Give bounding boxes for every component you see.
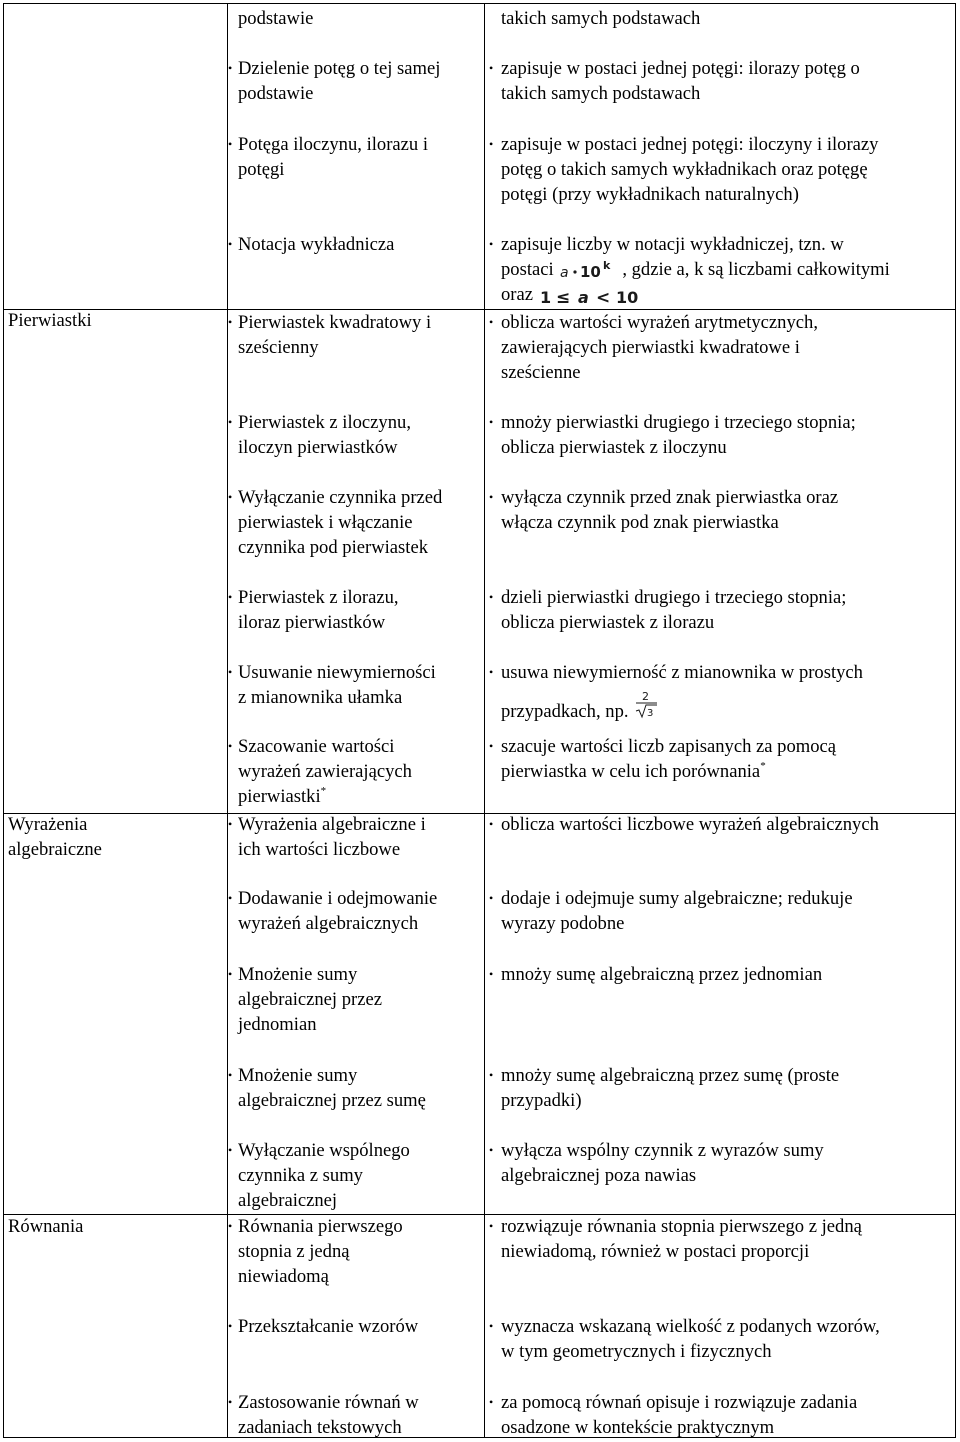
requirement-text: dzieli pierwiastki drugiego i trzeciego stopnia; bbox=[501, 587, 847, 608]
bullet-icon: • bbox=[228, 415, 233, 429]
bullet-icon: • bbox=[228, 739, 233, 753]
topic-text: jednomian bbox=[238, 1014, 317, 1035]
requirement-text: mnoży pierwiastki drugiego i trzeciego stopnia; bbox=[501, 412, 856, 433]
topic-text: ich wartości liczbowe bbox=[238, 839, 401, 860]
bullet-icon: • bbox=[489, 739, 494, 753]
bullet-icon: • bbox=[489, 61, 494, 75]
bullet-icon: • bbox=[228, 1395, 233, 1409]
topic-text: Notacja wykładnicza bbox=[238, 234, 395, 255]
bullet-icon: • bbox=[228, 817, 233, 831]
requirement-line bbox=[501, 282, 650, 307]
bullet-icon: • bbox=[489, 1219, 494, 1233]
topic-text: Pierwiastek z iloczynu, bbox=[238, 412, 411, 433]
topic-text: iloraz pierwiastków bbox=[238, 612, 386, 633]
topic-text: Potęga iloczynu, ilorazu i bbox=[238, 134, 429, 155]
requirement-text: zapisuje w postaci jednej potęgi: ilorazy potęg o bbox=[501, 58, 860, 79]
requirement-text: potęgi (przy wykładnikach naturalnych) bbox=[501, 184, 799, 205]
requirement-text: oblicza wartości wyrażeń arytmetycznych, bbox=[501, 312, 818, 333]
topic-text: Usuwanie niewymierności bbox=[238, 662, 436, 683]
requirement-text: , gdzie a, k są liczbami całkowitymi bbox=[622, 259, 890, 280]
bullet-icon: • bbox=[489, 590, 494, 604]
requirement-text: zapisuje liczby w notacji wykładniczej, tzn. w bbox=[501, 234, 844, 255]
topic-text: czynnika z sumy bbox=[238, 1165, 363, 1186]
range-formula bbox=[538, 285, 650, 307]
topic-text: sześcienny bbox=[238, 337, 319, 358]
bullet-icon: • bbox=[228, 490, 233, 504]
requirement-text: takich samych podstawach bbox=[501, 83, 701, 104]
requirement-text: za pomocą równań opisuje i rozwiązuje zadania bbox=[501, 1392, 858, 1413]
svg-text:2: 2 bbox=[642, 690, 650, 703]
svg-text:10: 10 bbox=[580, 262, 602, 281]
requirement-text: rozwiązuje równania stopnia pierwszego z jedną bbox=[501, 1216, 862, 1237]
svg-text:a: a bbox=[560, 264, 569, 281]
requirement-text: przypadki) bbox=[501, 1090, 582, 1111]
topic-text: wyrażeń zawierających bbox=[238, 761, 412, 782]
requirement-text: usuwa niewymierność z mianownika w prostych bbox=[501, 662, 863, 683]
requirement-text: mnoży sumę algebraiczną przez jednomian bbox=[501, 964, 823, 985]
requirement-text: potęg o takich samych wykładnikach oraz potęgę bbox=[501, 159, 868, 180]
requirement-text: oblicza wartości liczbowe wyrażeń algebraicznych bbox=[501, 814, 879, 835]
column-divider-2 bbox=[484, 4, 485, 1437]
topic-text: Zastosowanie równań w bbox=[238, 1392, 419, 1413]
requirement-text: sześcienne bbox=[501, 362, 581, 383]
requirement-text: oraz bbox=[501, 284, 533, 305]
bullet-icon: • bbox=[489, 891, 494, 905]
bullet-icon: • bbox=[228, 891, 233, 905]
topic-text: algebraicznej przez sumę bbox=[238, 1090, 426, 1111]
bullet-icon: • bbox=[228, 1319, 233, 1333]
requirement-text: wyłącza wspólny czynnik z wyrazów sumy bbox=[501, 1140, 824, 1161]
svg-text:3: 3 bbox=[647, 708, 654, 719]
topic-text: zadaniach tekstowych bbox=[238, 1417, 402, 1438]
section-label: Równania bbox=[8, 1216, 84, 1237]
requirement-line bbox=[501, 689, 661, 724]
bullet-icon: • bbox=[228, 1219, 233, 1233]
topic-text: Wyłączanie czynnika przed bbox=[238, 487, 443, 508]
topic-text: pierwiastek i włączanie bbox=[238, 512, 413, 533]
bullet-icon: • bbox=[228, 1068, 233, 1082]
topic-text: Pierwiastek z ilorazu, bbox=[238, 587, 399, 608]
requirement-text: zawierających pierwiastki kwadratowe i bbox=[501, 337, 800, 358]
requirement-text: oblicza pierwiastek z iloczynu bbox=[501, 437, 727, 458]
topic-text: Szacowanie wartości bbox=[238, 736, 395, 757]
bullet-icon: • bbox=[489, 315, 494, 329]
bullet-icon: • bbox=[228, 61, 233, 75]
bullet-icon: • bbox=[228, 1143, 233, 1157]
topic-text: Wyrażenia algebraiczne i bbox=[238, 814, 426, 835]
bullet-icon: • bbox=[489, 137, 494, 151]
requirement-text: szacuje wartości liczb zapisanych za pomocą bbox=[501, 736, 837, 757]
requirement-text: pierwiastka w celu ich porównania* bbox=[501, 760, 766, 782]
footnote-mark: * bbox=[760, 760, 766, 772]
requirement-text: takich samych podstawach bbox=[501, 8, 701, 29]
requirement-text: wyłącza czynnik przed znak pierwiastka oraz bbox=[501, 487, 839, 508]
requirement-text: algebraicznej poza nawias bbox=[501, 1165, 697, 1186]
bullet-icon: • bbox=[489, 1068, 494, 1082]
topic-text: wyrażeń algebraicznych bbox=[238, 913, 419, 934]
bullet-icon: • bbox=[489, 1143, 494, 1157]
topic-text: Mnożenie sumy bbox=[238, 1065, 358, 1086]
bullet-icon: • bbox=[489, 1395, 494, 1409]
topic-text: algebraicznej przez bbox=[238, 989, 382, 1010]
topic-text: Równania pierwszego bbox=[238, 1216, 403, 1237]
bullet-icon: • bbox=[489, 665, 494, 679]
footnote-mark: * bbox=[320, 785, 327, 797]
topic-text: z mianownika ułamka bbox=[238, 687, 403, 708]
topic-text: podstawie bbox=[238, 8, 314, 29]
notation-formula bbox=[558, 260, 622, 282]
svg-text:≤: ≤ bbox=[555, 287, 570, 307]
section-label: Pierwiastki bbox=[8, 310, 92, 331]
topic-text: niewiadomą bbox=[238, 1266, 329, 1287]
bullet-icon: • bbox=[489, 817, 494, 831]
bullet-icon: • bbox=[228, 665, 233, 679]
topic-text: algebraicznej bbox=[238, 1190, 338, 1211]
requirement-text: wyznacza wskazaną wielkość z podanych wzorów, bbox=[501, 1316, 880, 1337]
topic-text: podstawie bbox=[238, 83, 314, 104]
bullet-icon: • bbox=[489, 415, 494, 429]
topic-text: Dodawanie i odejmowanie bbox=[238, 888, 438, 909]
topic-text: Mnożenie sumy bbox=[238, 964, 358, 985]
requirement-text: postaci bbox=[501, 259, 554, 280]
svg-text:1: 1 bbox=[539, 287, 551, 307]
bullet-icon: • bbox=[489, 967, 494, 981]
bullet-icon: • bbox=[489, 237, 494, 251]
topic-text: Dzielenie potęg o tej samej bbox=[238, 58, 441, 79]
bullet-icon: • bbox=[489, 1319, 494, 1333]
bullet-icon: • bbox=[228, 967, 233, 981]
section-label: Wyrażenia bbox=[8, 814, 88, 835]
svg-text:<: < bbox=[595, 287, 610, 307]
topic-text: Przekształcanie wzorów bbox=[238, 1316, 419, 1337]
requirement-text: osadzone w kontekście praktycznym bbox=[501, 1417, 775, 1438]
requirement-line bbox=[501, 257, 890, 282]
topic-text: Wyłączanie wspólnego bbox=[238, 1140, 410, 1161]
topic-text: potęgi bbox=[238, 159, 285, 180]
topic-text: pierwiastki* bbox=[238, 785, 327, 807]
requirement-text: przypadkach, np. bbox=[501, 701, 629, 722]
topic-text: Pierwiastek kwadratowy i bbox=[238, 312, 432, 333]
topic-text: stopnia z jedną bbox=[238, 1241, 350, 1262]
bullet-icon: • bbox=[228, 315, 233, 329]
svg-text:10: 10 bbox=[615, 287, 638, 307]
requirement-text: włącza czynnik pod znak pierwiastka bbox=[501, 512, 779, 533]
section-label: algebraiczne bbox=[8, 839, 102, 860]
topic-text: czynnika pod pierwiastek bbox=[238, 537, 429, 558]
requirement-text: w tym geometrycznych i fizycznych bbox=[501, 1341, 772, 1362]
requirement-text: mnoży sumę algebraiczną przez sumę (proste bbox=[501, 1065, 840, 1086]
bullet-icon: • bbox=[228, 137, 233, 151]
svg-text:a: a bbox=[577, 287, 589, 307]
requirement-text: dodaje i odejmuje sumy algebraiczne; redukuje bbox=[501, 888, 853, 909]
bullet-icon: • bbox=[489, 490, 494, 504]
bullet-icon: • bbox=[228, 237, 233, 251]
requirement-text: wyrazy podobne bbox=[501, 913, 625, 934]
bullet-icon: • bbox=[228, 590, 233, 604]
svg-text:k: k bbox=[603, 259, 611, 272]
topic-text: iloczyn pierwiastków bbox=[238, 437, 398, 458]
requirement-text: niewiadomą, również w postaci proporcji bbox=[501, 1241, 810, 1262]
requirement-text: zapisuje w postaci jednej potęgi: iloczyny i ilorazy bbox=[501, 134, 879, 155]
fraction-formula bbox=[633, 689, 661, 719]
requirement-text: oblicza pierwiastek z ilorazu bbox=[501, 612, 715, 633]
